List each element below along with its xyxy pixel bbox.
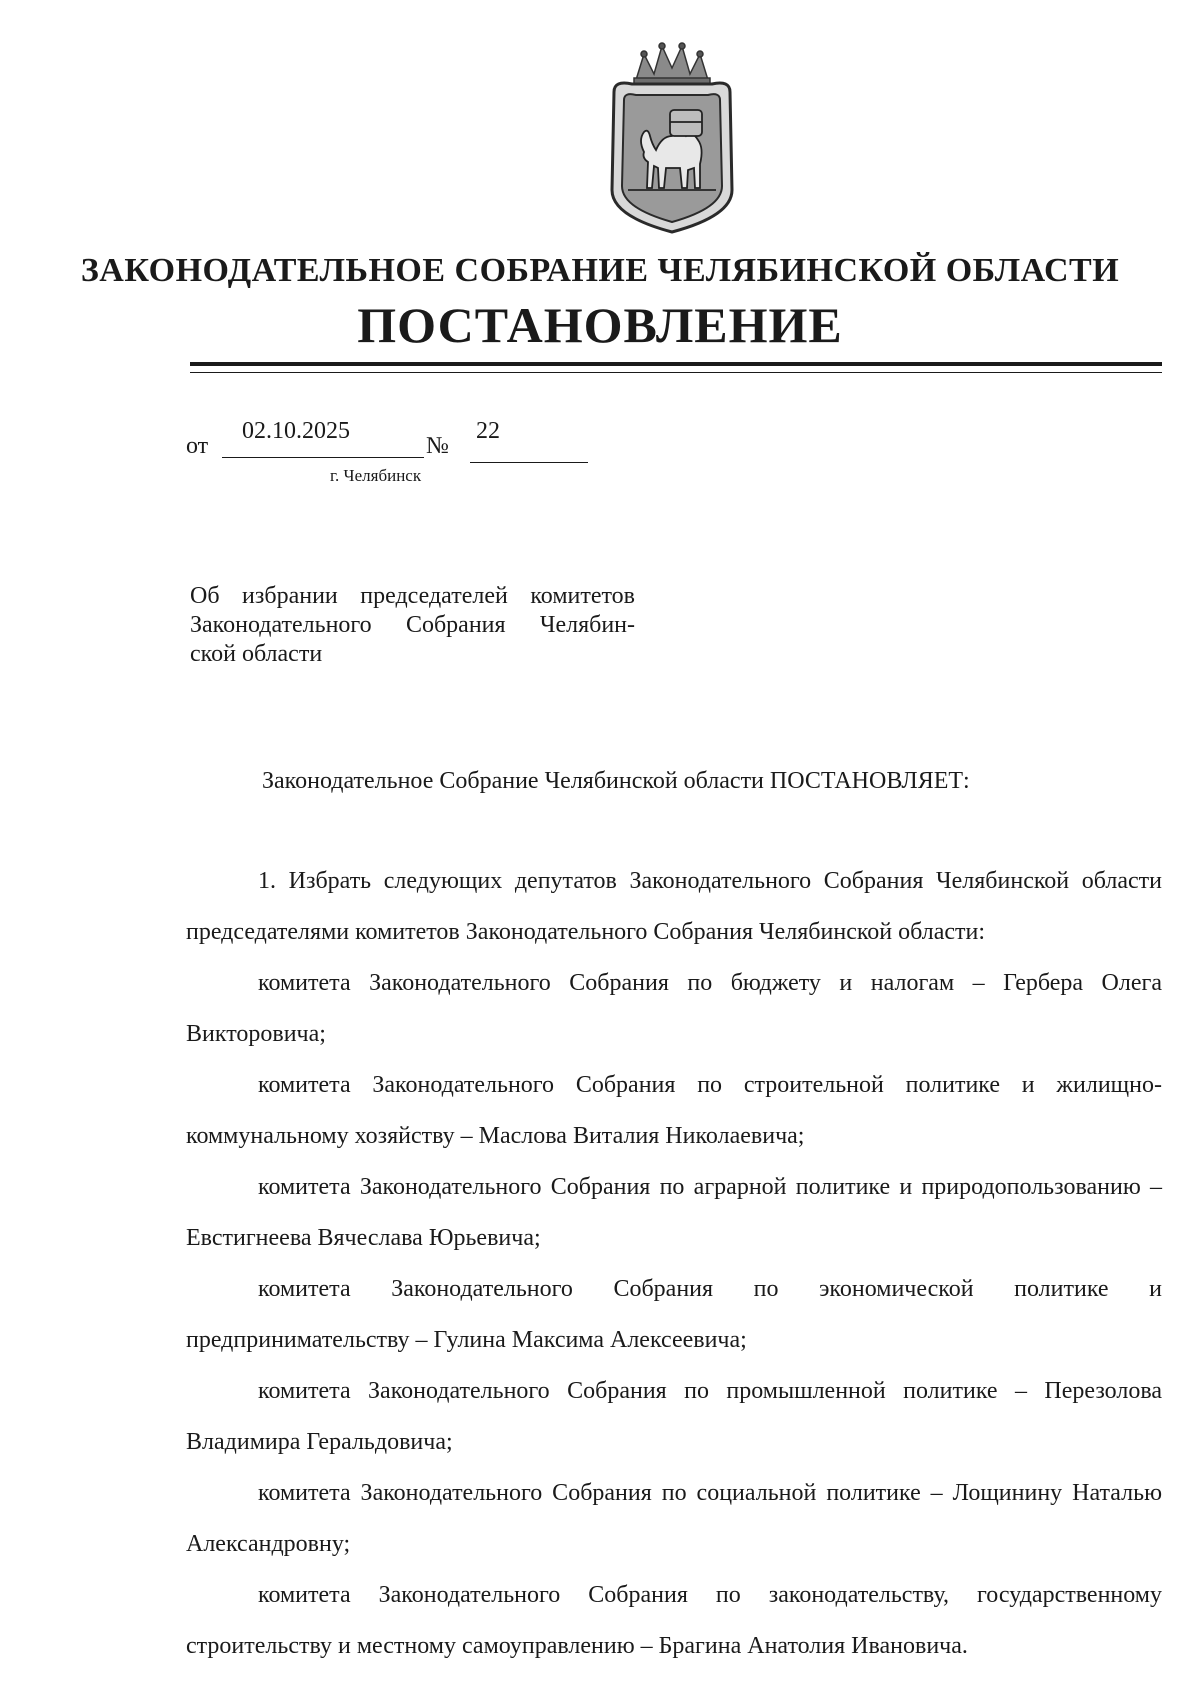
date-underline	[222, 457, 424, 458]
body-paragraph: комитета Законодательного Собрания по аграрной политике и природопользованию – Евстигнеева Вячеслава Юрьевича;	[186, 1174, 1162, 1251]
coat-of-arms-icon	[592, 40, 752, 236]
preamble-text: Законодательное Собрание Челябинской области ПОСТАНОВЛЯЕТ:	[262, 768, 970, 794]
body-paragraph: комитета Законодательного Собрания по социальной политике – Лощинину Наталью Александровну;	[186, 1480, 1162, 1557]
organization-title: ЗАКОНОДАТЕЛЬНОЕ СОБРАНИЕ ЧЕЛЯБИНСКОЙ ОБЛАСТИ	[80, 252, 1120, 289]
subject-line: Об избрании председателей комитетов	[190, 583, 635, 609]
number-label: №	[426, 433, 449, 459]
document-number: 22	[476, 418, 500, 444]
body-paragraph: комитета Законодательного Собрания по экономической политике и предпринимательству – Гулина Максима Алексеевича;	[186, 1276, 1162, 1353]
city-name: г. Челябинск	[330, 466, 422, 485]
document-date: 02.10.2025	[242, 418, 350, 444]
document-type-title: ПОСТАНОВЛЕНИЕ	[357, 297, 843, 353]
resolution-body	[186, 856, 1162, 1672]
body-paragraph: 1. Избрать следующих депутатов Законодательного Собрания Челябинской области председателями комитетов Законодательного Собрания Челябинской области:	[186, 868, 1162, 945]
number-underline	[470, 462, 588, 463]
document-subject	[190, 582, 635, 669]
body-paragraph: комитета Законодательного Собрания по строительной политике и жилищно-коммунальному хозяйству – Маслова Виталия Николаевича;	[186, 1072, 1162, 1149]
subject-line: ской области	[190, 641, 323, 667]
body-paragraph: комитета Законодательного Собрания по бюджету и налогам – Гербера Олега Викторовича;	[186, 970, 1162, 1047]
body-paragraph: комитета Законодательного Собрания по законодательству, государственному строительству и местному самоуправлению – Брагина Анатолия Ивановича.	[186, 1582, 1162, 1659]
header-divider-thick	[190, 362, 1162, 366]
body-paragraph: комитета Законодательного Собрания по промышленной политике – Перезолова Владимира Геральдовича;	[186, 1378, 1162, 1455]
date-label: от	[186, 433, 209, 459]
subject-line: Законодательного Собрания Челябин-	[190, 612, 635, 638]
header-divider-thin	[190, 372, 1162, 373]
